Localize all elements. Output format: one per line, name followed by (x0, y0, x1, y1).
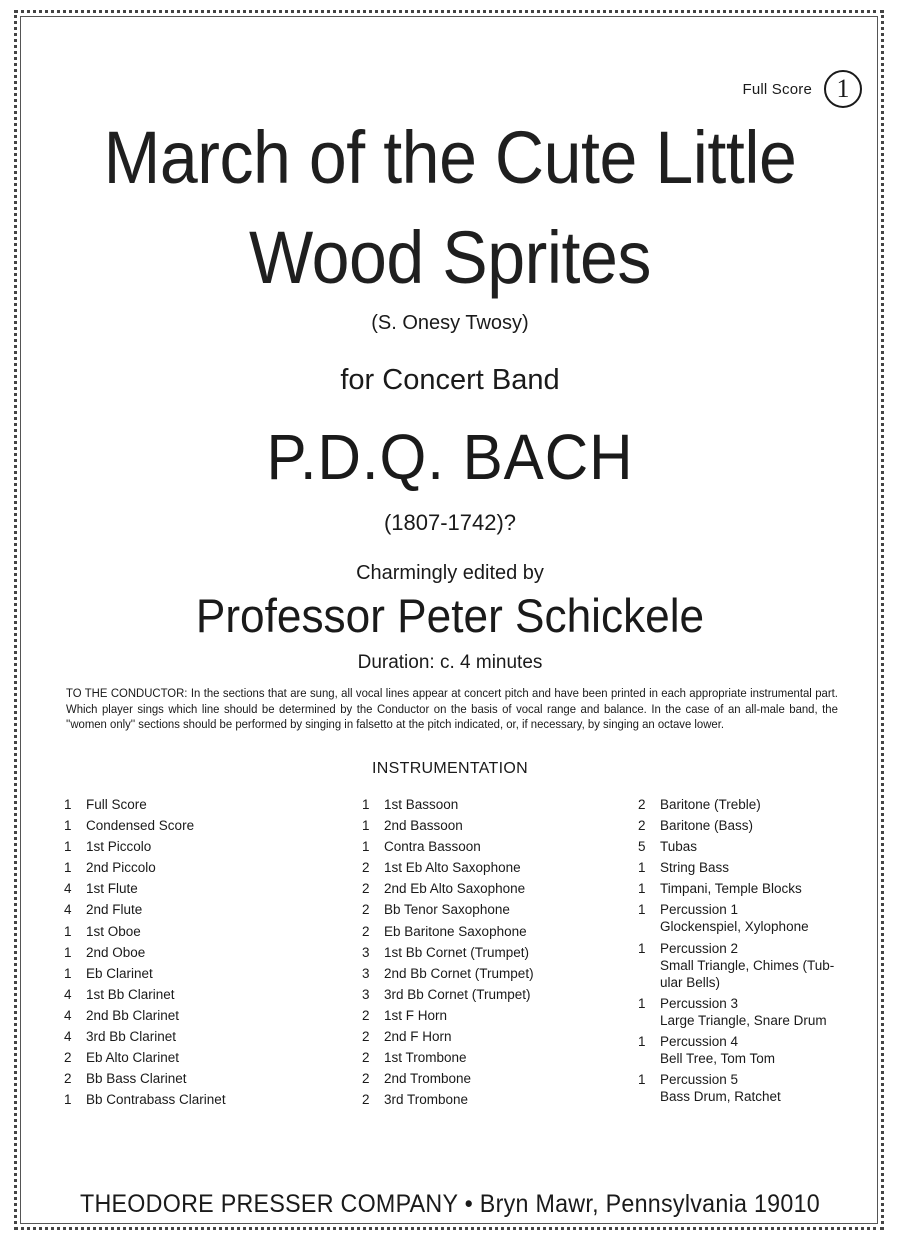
instrument-part (384, 944, 612, 961)
instrument-part (384, 923, 612, 940)
instrument-row (362, 796, 612, 813)
instrument-row (362, 1049, 612, 1066)
instrument-part-name: 1st Eb Alto Saxophone (384, 860, 521, 876)
editor-name: Professor Peter Schickele (195, 589, 705, 642)
instrument-quantity: 2 (362, 902, 370, 918)
instrument-row (64, 859, 334, 876)
instrument-part-name: 3rd Bb Cornet (Trumpet) (384, 986, 531, 1002)
instrument-part (86, 944, 334, 961)
instrument-quantity: 4 (64, 902, 72, 918)
instrument-part-name: 2nd F Horn (384, 1029, 452, 1045)
instrument-part (86, 965, 334, 982)
instrument-row (64, 965, 334, 982)
instrument-row (362, 901, 612, 918)
instrument-part-name: Eb Alto Clarinet (86, 1050, 180, 1066)
instrument-part-name: 2nd Bb Cornet (Trumpet) (384, 965, 534, 981)
instrument-quantity: 1 (638, 940, 646, 956)
instrument-part (86, 923, 334, 940)
instrument-quantity: 3 (362, 986, 370, 1002)
instrument-quantity: 1 (362, 797, 370, 812)
instrument-quantity: 4 (64, 986, 72, 1002)
instrument-part (384, 1091, 612, 1108)
instrument-part-name: Percussion 4 (660, 1033, 739, 1049)
instrument-part-name: 2nd Bb Clarinet (86, 1007, 180, 1023)
instrument-row (64, 1070, 334, 1087)
instrument-row (64, 923, 334, 940)
instrument-part (86, 796, 334, 813)
instrument-quantity: 2 (638, 797, 646, 812)
instrument-quantity: 1 (64, 944, 72, 960)
instrument-part-detail: Glockenspiel, Xylophone (660, 919, 809, 935)
instrument-quantity: 1 (638, 860, 646, 876)
edition-marker (742, 70, 862, 108)
instrument-row (638, 838, 868, 855)
instrument-part-name: 3rd Trombone (384, 1092, 469, 1108)
piece-title (54, 108, 845, 308)
editor-credit: Charmingly edited by (356, 562, 544, 584)
instrument-row (64, 817, 334, 834)
instrument-row (362, 1007, 612, 1024)
instrument-part (86, 838, 334, 855)
instrumentation-column-2 (362, 796, 612, 1112)
instrument-row (64, 796, 334, 813)
instrument-part-name: 2nd Flute (86, 902, 143, 918)
instrument-row (64, 944, 334, 961)
instrument-part (384, 1070, 612, 1087)
instrument-quantity: 5 (638, 839, 646, 855)
instrument-row (638, 995, 868, 1029)
instrument-part-name: 1st Flute (86, 881, 138, 897)
instrument-part (384, 1049, 612, 1066)
duration: Duration: c. 4 minutes (357, 652, 543, 673)
instrument-part-name: String Bass (660, 860, 730, 876)
instrument-row (362, 986, 612, 1003)
instrument-quantity: 2 (362, 1050, 370, 1066)
instrument-part-name: 3rd Bb Clarinet (86, 1029, 177, 1045)
instrument-quantity: 2 (362, 1007, 370, 1023)
instrument-row (638, 880, 868, 897)
instrument-part (384, 796, 612, 813)
instrument-row (362, 1070, 612, 1087)
instrument-row (362, 859, 612, 876)
instrument-part (86, 986, 334, 1003)
instrument-part-name: 2nd Bassoon (384, 818, 463, 834)
instrument-quantity: 2 (362, 1029, 370, 1045)
instrument-part (660, 880, 868, 897)
instrument-part-name: Percussion 3 (660, 995, 739, 1011)
instrument-quantity: 2 (362, 923, 370, 939)
instrument-row (362, 880, 612, 897)
instrument-row (638, 901, 868, 935)
instrument-part (660, 940, 868, 991)
instrument-quantity: 3 (362, 944, 370, 960)
instrument-row (638, 940, 868, 991)
instrument-part (660, 995, 868, 1029)
instrument-quantity: 1 (362, 839, 370, 855)
instrument-part (384, 838, 612, 855)
instrument-part-name: Baritone (Bass) (660, 818, 754, 834)
instrument-part (384, 1007, 612, 1024)
instrument-quantity: 2 (64, 1071, 72, 1087)
instrument-quantity: 1 (64, 839, 72, 855)
instrument-part (660, 838, 868, 855)
conductor-note: TO THE CONDUCTOR: In the sections that are sung, all vocal lines appear at concert pitch and have been printed in each appropriate instrumental part. Which player sings which line should be determined by the Conductor on the basis of vocal range and balance. In the case of an all-male band, the ''women only'' sections should be performed by singing in falsetto at the pitch indicated, or, if necessary, by singing an octave lower. (66, 686, 838, 731)
instrument-row (638, 796, 868, 813)
instrument-part-name: 2nd Trombone (384, 1071, 472, 1087)
instrument-part (384, 859, 612, 876)
instrument-quantity: 1 (64, 965, 72, 981)
instrument-row (64, 838, 334, 855)
instrument-part (384, 965, 612, 982)
instrument-part-name: 2nd Oboe (86, 944, 146, 960)
instrument-part-name: Baritone (Treble) (660, 797, 761, 812)
instrument-part (660, 1033, 868, 1067)
piece-title-line-2: Wood Sprites (249, 216, 651, 299)
instrument-quantity: 2 (638, 818, 646, 834)
instrument-part-name: Condensed Score (86, 818, 195, 834)
instrument-quantity: 2 (362, 860, 370, 876)
instrument-row (64, 1091, 334, 1108)
instrument-part (86, 817, 334, 834)
instrumentation-column-1 (64, 796, 334, 1112)
instrument-part (660, 817, 868, 834)
instrument-part (660, 1071, 868, 1105)
instrument-part (86, 1007, 334, 1024)
instrument-quantity: 2 (362, 881, 370, 897)
instrument-row (362, 817, 612, 834)
instrument-row (638, 1033, 868, 1067)
instrument-part-name: 1st Bassoon (384, 797, 459, 812)
instrument-part (86, 880, 334, 897)
instrument-quantity: 4 (64, 1007, 72, 1023)
instrument-quantity: 4 (64, 1029, 72, 1045)
instrument-row (638, 817, 868, 834)
instrument-part-name: Contra Bassoon (384, 839, 481, 855)
instrument-part (660, 796, 868, 813)
instrument-part-name: 1st Oboe (86, 923, 141, 939)
instrumentation-heading: INSTRUMENTATION (372, 760, 528, 777)
publisher-footer (50, 1190, 850, 1219)
instrument-quantity: 1 (64, 797, 72, 812)
instrument-part (660, 859, 868, 876)
instrument-part (86, 901, 334, 918)
instrument-row (362, 923, 612, 940)
instrument-quantity: 1 (638, 902, 646, 918)
instrument-quantity: 1 (64, 1092, 72, 1108)
instrument-part-detail: Bass Drum, Ratchet (660, 1088, 781, 1104)
instrument-part-name: Tubas (660, 839, 698, 855)
instrument-part (384, 986, 612, 1003)
instrument-part-name: 1st Bb Cornet (Trumpet) (384, 944, 530, 960)
instrument-row (362, 838, 612, 855)
instrument-part-name: Eb Baritone Saxophone (384, 923, 527, 939)
instrument-part (86, 1028, 334, 1045)
composer-name: P.D.Q. BACH (266, 421, 634, 493)
instrument-quantity: 1 (64, 818, 72, 834)
instrument-row (362, 944, 612, 961)
instrument-quantity: 2 (362, 1071, 370, 1087)
scoring-line: for Concert Band (340, 364, 560, 396)
instrument-quantity: 4 (64, 881, 72, 897)
instrument-row (362, 1091, 612, 1108)
instrument-part (86, 1070, 334, 1087)
instrument-quantity: 3 (362, 965, 370, 981)
instrument-part-name: Timpani, Temple Blocks (660, 881, 802, 897)
instrument-row (64, 986, 334, 1003)
composer-dates: (1807-1742)? (383, 510, 517, 535)
instrument-part-name: 1st Trombone (384, 1050, 467, 1066)
instrument-row (638, 859, 868, 876)
instrument-part-name: 1st F Horn (384, 1007, 448, 1023)
instrument-part-name: Percussion 5 (660, 1071, 739, 1087)
piece-title-line-1: March of the Cute Little (103, 116, 797, 199)
volume-number-badge: 1 (824, 70, 862, 108)
instrument-row (64, 1049, 334, 1066)
instrument-part-name: Full Score (86, 797, 147, 812)
instrument-part (384, 880, 612, 897)
instrument-row (362, 1028, 612, 1045)
instrument-row (362, 965, 612, 982)
instrument-quantity: 1 (638, 1071, 646, 1087)
instrument-part-detail: Bell Tree, Tom Tom (660, 1050, 776, 1066)
instrument-row (64, 1028, 334, 1045)
instrument-part-name: 2nd Eb Alto Saxophone (384, 881, 526, 897)
instrument-quantity: 2 (64, 1050, 72, 1066)
instrument-part-name: Bb Contrabass Clarinet (86, 1092, 226, 1108)
instrument-part-name: 1st Bb Clarinet (86, 986, 175, 1002)
instrument-part-name: Eb Clarinet (86, 965, 153, 981)
instrument-row (638, 1071, 868, 1105)
instrument-part-detail: Large Triangle, Snare Drum (660, 1012, 827, 1028)
instrument-part-name: Percussion 1 (660, 902, 739, 918)
piece-nickname: (S. Onesy Twosy) (371, 312, 529, 334)
instrument-part-name: Bb Bass Clarinet (86, 1071, 187, 1087)
instrument-quantity: 1 (638, 881, 646, 897)
instrument-quantity: 1 (638, 1033, 646, 1049)
publisher-name: THEODORE PRESSER COMPANY (79, 1190, 458, 1218)
instrument-part (86, 859, 334, 876)
instrument-part (384, 817, 612, 834)
instrument-part (660, 901, 868, 935)
edition-label: Full Score (742, 80, 812, 98)
instrument-row (64, 901, 334, 918)
publisher-address: Bryn Mawr, Pennsylvania 19010 (479, 1190, 821, 1218)
instrument-quantity: 2 (362, 1092, 370, 1108)
instrument-part-detail: Small Triangle, Chimes (Tub- (660, 957, 835, 973)
instrument-row (64, 880, 334, 897)
instrument-part (86, 1091, 334, 1108)
instrument-quantity: 1 (64, 923, 72, 939)
instrument-part (384, 901, 612, 918)
instrument-part-name: 1st Piccolo (86, 839, 152, 855)
instrument-quantity: 1 (638, 995, 646, 1011)
instrument-part-name: Bb Tenor Saxophone (384, 902, 510, 918)
bullet-separator: • (464, 1190, 474, 1218)
instrument-row (64, 1007, 334, 1024)
instrument-quantity: 1 (64, 860, 72, 876)
instrument-part-name: 2nd Piccolo (86, 860, 156, 876)
instrument-part (384, 1028, 612, 1045)
instrument-part-detail: ular Bells) (660, 974, 721, 990)
instrument-part-name: Percussion 2 (660, 940, 739, 956)
instrument-quantity: 1 (362, 818, 370, 834)
instrumentation-column-3 (638, 796, 868, 1109)
instrument-part (86, 1049, 334, 1066)
